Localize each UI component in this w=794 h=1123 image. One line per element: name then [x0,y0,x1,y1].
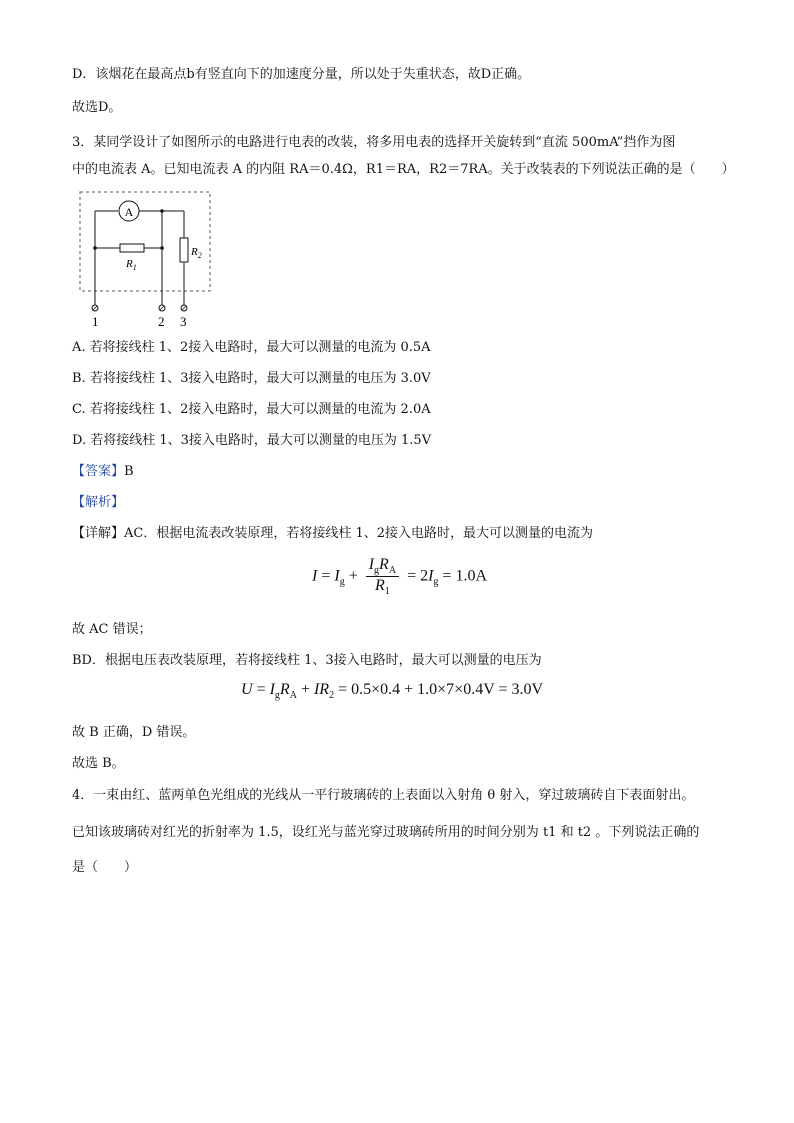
resistor-r2-label: $R_2$ [191,246,202,260]
option-b: B. 若将接线柱 1、3接入电路时，最大可以测量的电压为 3.0V [72,371,431,386]
formula-voltage: $U = I_gR_A + IR_2 = 0.5\times 0.4 + 1.0\times 7\times 0.4V = 3.0V$ [241,681,544,702]
analysis-tag: 【解析】 [72,495,125,510]
terminal-2-label: 2 [158,314,165,329]
text-line: 故选D。 [72,100,122,115]
option-a: A. 若将接线柱 1、2接入电路时，最大可以测量的电流为 0.5A [72,340,431,355]
terminal-3-label: 3 [180,314,187,329]
detail-line [72,525,593,543]
question-4-line-3: 是（ ） [72,860,138,875]
question-3-line-1: 3．某同学设计了如图所示的电路进行电表的改装，将多用电表的选择开关旋转到“直流 500mA”挡作为图 [72,135,676,150]
answer-tag: 【答案】 [72,464,125,479]
text-line: 故 AC 错误； [72,622,152,637]
answer-value: B [124,464,134,479]
text-line: 故选 B。 [72,756,125,771]
ammeter-label: A [124,205,134,219]
analysis-line [72,494,124,512]
text-line: 故 B 正确，D 错误。 [72,725,196,740]
option-c: C. 若将接线柱 1、2接入电路时，最大可以测量的电流为 2.0A [72,402,431,417]
resistor-r1-label: $R_1$ [126,258,137,272]
question-4-line-2: 已知该玻璃砖对红光的折射率为 1.5，设红光与蓝光穿过玻璃砖所用的时间分别为 t1 和 t2 。下列说法正确的 [72,825,700,840]
terminal-1-label: 1 [92,314,99,329]
resistor-r1 [120,244,144,252]
question-3-line-2: 中的电流表 A。已知电流表 A 的内阻 RA＝0.4Ω，R1＝RA，R2＝7RA。关于改装表的下列说法正确的是（ ） [72,162,735,177]
detail-text: AC．根据电流表改装原理，若将接线柱 1、2接入电路时，最大可以测量的电流为 [124,526,594,541]
detail-tag: 【详解】 [72,526,125,541]
answer-line [72,463,134,481]
circuit-diagram [78,190,218,330]
option-d: D. 若将接线柱 1、3接入电路时，最大可以测量的电压为 1.5V [72,433,432,448]
resistor-r2 [180,238,188,262]
formula-current: $I = I_g$ + $\frac{I_gR_A}{R_1}$ = $2I_g = 1.0A$ [312,556,487,598]
question-4-line-1: 4．一束由红、蓝两单色光组成的光线从一平行玻璃砖的上表面以入射角 θ 射入，穿过玻璃砖自下表面射出。 [72,788,695,803]
text-line: D．该烟花在最高点b有竖直向下的加速度分量，所以处于失重状态，故D正确。 [72,67,531,82]
text-line: BD．根据电压表改装原理，若将接线柱 1、3接入电路时，最大可以测量的电压为 [72,653,542,668]
formula-fraction: $\frac{I_gR_A}{R_1}$ [366,556,399,597]
